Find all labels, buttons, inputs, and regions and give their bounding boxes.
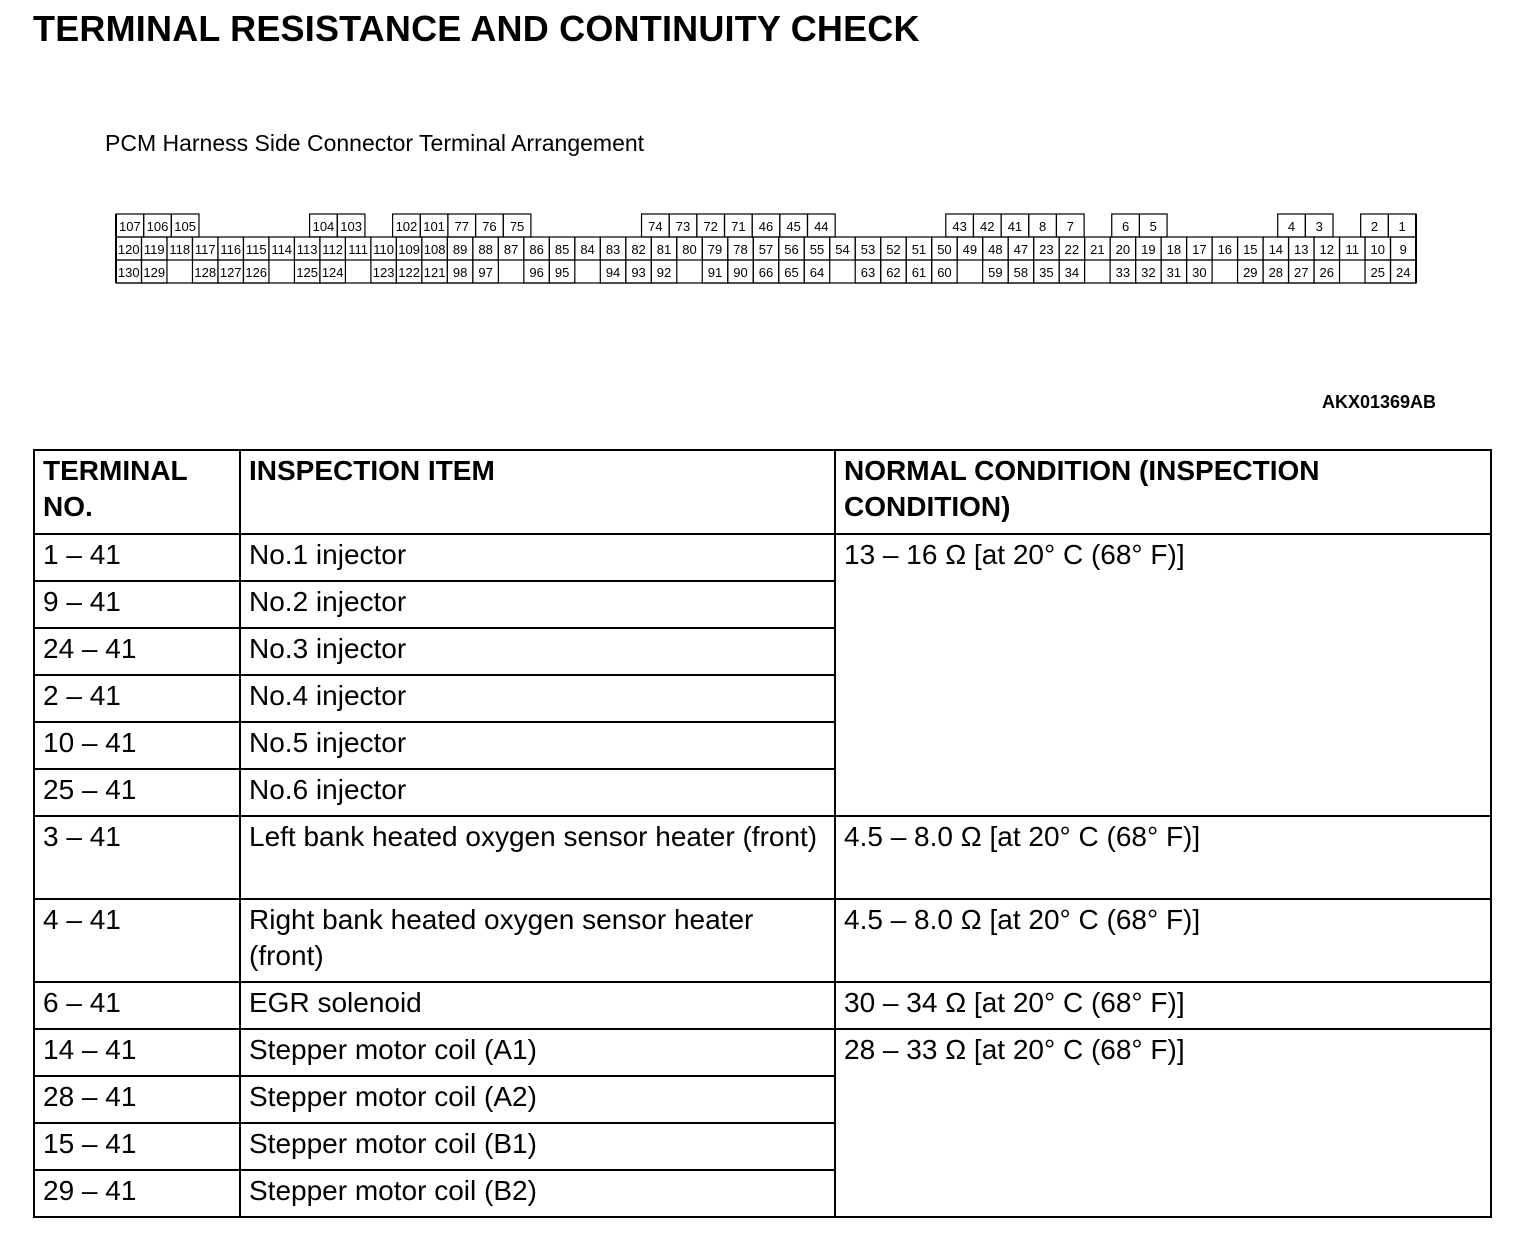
inspection-table xyxy=(33,449,1492,1218)
terminal-number: 113 xyxy=(296,242,318,257)
terminal-number: 30 xyxy=(1192,265,1207,280)
terminal-cell: 3 – 41 xyxy=(34,816,240,899)
terminal-number: 58 xyxy=(1013,265,1029,280)
inspection-item-cell: Left bank heated oxygen sensor heater (front) xyxy=(240,816,835,899)
terminal-number: 106 xyxy=(146,219,169,234)
inspection-item-cell: No.6 injector xyxy=(240,769,835,816)
terminal-number: 9 xyxy=(1399,242,1407,257)
terminal-number: 104 xyxy=(312,219,335,234)
terminal-number: 6 xyxy=(1121,219,1130,234)
inspection-item-cell: Right bank heated oxygen sensor heater (front) xyxy=(240,899,835,982)
inspection-item-cell: No.4 injector xyxy=(240,675,835,722)
terminal-number: 102 xyxy=(395,219,418,234)
terminal-number: 88 xyxy=(478,242,493,257)
terminal-cell: 25 – 41 xyxy=(34,769,240,816)
terminal-number: 51 xyxy=(911,242,927,257)
connector-terminal-diagram xyxy=(0,0,1520,300)
terminal-number: 76 xyxy=(482,219,497,234)
terminal-number: 43 xyxy=(952,219,967,234)
normal-condition-cell: 4.5 – 8.0 Ω [at 20° C (68° F)] xyxy=(835,899,1491,982)
terminal-number: 66 xyxy=(758,265,774,280)
terminal-number: 74 xyxy=(648,219,663,234)
header-terminal-no: TERMINAL NO. xyxy=(34,450,240,534)
terminal-number: 118 xyxy=(169,242,191,257)
terminal-number: 129 xyxy=(143,265,166,280)
inspection-item-cell: No.5 injector xyxy=(240,722,835,769)
terminal-number: 86 xyxy=(529,242,544,257)
terminal-number: 46 xyxy=(758,219,774,234)
terminal-number: 25 xyxy=(1370,265,1385,280)
terminal-number: 12 xyxy=(1319,242,1335,257)
terminal-number: 64 xyxy=(809,265,825,280)
terminal-cell: 10 – 41 xyxy=(34,722,240,769)
terminal-number: 65 xyxy=(784,265,799,280)
terminal-number: 109 xyxy=(398,242,420,257)
terminal-number: 2 xyxy=(1370,219,1379,234)
terminal-number: 34 xyxy=(1064,265,1080,280)
table-row xyxy=(34,534,1491,581)
terminal-number: 92 xyxy=(656,265,672,280)
terminal-number: 7 xyxy=(1066,219,1074,234)
terminal-number: 55 xyxy=(809,242,825,257)
terminal-number: 130 xyxy=(117,265,140,280)
terminal-cell: 4 – 41 xyxy=(34,899,240,982)
terminal-number: 112 xyxy=(322,242,344,257)
terminal-number: 84 xyxy=(580,242,595,257)
terminal-number: 128 xyxy=(194,265,217,280)
terminal-number: 93 xyxy=(631,265,646,280)
terminal-number: 114 xyxy=(271,242,293,257)
terminal-number: 96 xyxy=(529,265,544,280)
terminal-cell: 24 – 41 xyxy=(34,628,240,675)
terminal-number: 95 xyxy=(554,265,570,280)
table-row xyxy=(34,899,1491,982)
terminal-number: 61 xyxy=(911,265,927,280)
terminal-number: 110 xyxy=(373,242,395,257)
terminal-cell: 2 – 41 xyxy=(34,675,240,722)
terminal-number: 33 xyxy=(1115,265,1131,280)
terminal-number: 22 xyxy=(1064,242,1080,257)
terminal-number: 13 xyxy=(1294,242,1309,257)
terminal-number: 45 xyxy=(786,219,801,234)
inspection-item-cell: EGR solenoid xyxy=(240,982,835,1029)
terminal-number: 124 xyxy=(321,265,344,280)
terminal-number: 81 xyxy=(656,242,672,257)
inspection-item-cell: No.2 injector xyxy=(240,581,835,628)
terminal-number: 17 xyxy=(1192,242,1207,257)
terminal-number: 35 xyxy=(1039,265,1054,280)
terminal-number: 98 xyxy=(452,265,468,280)
terminal-number: 24 xyxy=(1396,265,1411,280)
terminal-number: 115 xyxy=(245,242,267,257)
terminal-number: 85 xyxy=(554,242,570,257)
table-header-row xyxy=(34,450,1491,534)
terminal-cell: 9 – 41 xyxy=(34,581,240,628)
page-title: TERMINAL RESISTANCE AND CONTINUITY CHECK xyxy=(33,8,920,49)
terminal-cell: 6 – 41 xyxy=(34,982,240,1029)
normal-condition-cell: 28 – 33 Ω [at 20° C (68° F)] xyxy=(835,1029,1491,1217)
terminal-number: 60 xyxy=(937,265,952,280)
terminal-number: 48 xyxy=(988,242,1003,257)
terminal-number: 126 xyxy=(245,265,268,280)
terminal-number: 63 xyxy=(860,265,876,280)
terminal-number: 75 xyxy=(509,219,525,234)
terminal-number: 57 xyxy=(758,242,774,257)
terminal-number: 21 xyxy=(1090,242,1105,257)
terminal-number: 71 xyxy=(731,219,746,234)
terminal-number: 78 xyxy=(733,242,748,257)
header-normal-condition: NORMAL CONDITION (INSPECTION CONDITION) xyxy=(835,450,1491,534)
terminal-number: 119 xyxy=(143,242,165,257)
terminal-number: 27 xyxy=(1294,265,1309,280)
terminal-number: 125 xyxy=(296,265,319,280)
terminal-cell: 29 – 41 xyxy=(34,1170,240,1217)
terminal-number: 91 xyxy=(707,265,723,280)
terminal-number: 73 xyxy=(675,219,691,234)
terminal-number: 26 xyxy=(1319,265,1335,280)
inspection-item-cell: Stepper motor coil (B1) xyxy=(240,1123,835,1170)
figure-id: AKX01369AB xyxy=(1322,392,1437,412)
terminal-number: 8 xyxy=(1038,219,1047,234)
normal-condition-cell: 13 – 16 Ω [at 20° C (68° F)] xyxy=(835,534,1491,816)
terminal-number: 82 xyxy=(631,242,646,257)
terminal-number: 1 xyxy=(1398,219,1406,234)
terminal-number: 49 xyxy=(962,242,978,257)
terminal-number: 10 xyxy=(1370,242,1385,257)
terminal-number: 79 xyxy=(707,242,723,257)
terminal-number: 16 xyxy=(1217,242,1233,257)
terminal-number: 59 xyxy=(988,265,1003,280)
terminal-number: 89 xyxy=(452,242,468,257)
terminal-number: 14 xyxy=(1268,242,1284,257)
header-inspection-item: INSPECTION ITEM xyxy=(240,450,835,534)
normal-condition-cell: 4.5 – 8.0 Ω [at 20° C (68° F)] xyxy=(835,816,1491,899)
terminal-number: 80 xyxy=(682,242,697,257)
terminal-number: 103 xyxy=(340,219,362,234)
terminal-number: 101 xyxy=(423,219,445,234)
terminal-number: 107 xyxy=(118,219,141,234)
terminal-number: 56 xyxy=(784,242,799,257)
inspection-item-cell: Stepper motor coil (B2) xyxy=(240,1170,835,1217)
table-row xyxy=(34,1029,1491,1076)
terminal-number: 111 xyxy=(348,242,369,257)
terminal-number: 11 xyxy=(1345,242,1360,257)
terminal-number: 53 xyxy=(860,242,876,257)
terminal-number: 90 xyxy=(733,265,748,280)
terminal-number: 3 xyxy=(1315,219,1323,234)
terminal-cell: 1 – 41 xyxy=(34,534,240,581)
terminal-number: 47 xyxy=(1013,242,1029,257)
inspection-item-cell: Stepper motor coil (A1) xyxy=(240,1029,835,1076)
inspection-item-cell: No.3 injector xyxy=(240,628,835,675)
normal-condition-cell: 30 – 34 Ω [at 20° C (68° F)] xyxy=(835,982,1491,1029)
terminal-number: 122 xyxy=(398,265,420,280)
table-row xyxy=(34,816,1491,899)
terminal-number: 54 xyxy=(835,242,850,257)
terminal-number: 5 xyxy=(1149,219,1157,234)
inspection-item-cell: No.1 injector xyxy=(240,534,835,581)
terminal-number: 19 xyxy=(1141,242,1156,257)
terminal-number: 15 xyxy=(1243,242,1258,257)
terminal-number: 32 xyxy=(1141,265,1156,280)
terminal-number: 105 xyxy=(174,219,197,234)
terminal-number: 116 xyxy=(220,242,242,257)
terminal-number: 94 xyxy=(605,265,621,280)
terminal-number: 42 xyxy=(980,219,995,234)
terminal-number: 52 xyxy=(886,242,901,257)
terminal-number: 20 xyxy=(1115,242,1131,257)
terminal-number: 97 xyxy=(478,265,493,280)
terminal-number: 29 xyxy=(1243,265,1258,280)
terminal-cell: 14 – 41 xyxy=(34,1029,240,1076)
terminal-number: 83 xyxy=(605,242,621,257)
table-row xyxy=(34,982,1491,1029)
terminal-number: 41 xyxy=(1007,219,1023,234)
terminal-cell: 28 – 41 xyxy=(34,1076,240,1123)
terminal-number: 31 xyxy=(1166,265,1182,280)
terminal-number: 23 xyxy=(1039,242,1054,257)
terminal-number: 127 xyxy=(219,265,242,280)
terminal-number: 4 xyxy=(1287,219,1296,234)
terminal-number: 117 xyxy=(194,242,216,257)
terminal-number: 50 xyxy=(937,242,952,257)
terminal-cell: 15 – 41 xyxy=(34,1123,240,1170)
terminal-number: 120 xyxy=(117,242,140,257)
terminal-number: 87 xyxy=(503,242,519,257)
terminal-number: 77 xyxy=(454,219,469,234)
terminal-number: 72 xyxy=(703,219,718,234)
terminal-number: 28 xyxy=(1268,265,1284,280)
terminal-number: 123 xyxy=(372,265,395,280)
inspection-item-cell: Stepper motor coil (A2) xyxy=(240,1076,835,1123)
diagram-caption: PCM Harness Side Connector Terminal Arrangement xyxy=(105,130,645,156)
terminal-number: 62 xyxy=(886,265,901,280)
terminal-number: 121 xyxy=(423,265,446,280)
terminal-number: 18 xyxy=(1166,242,1182,257)
terminal-number: 44 xyxy=(814,219,829,234)
terminal-number: 108 xyxy=(423,242,446,257)
